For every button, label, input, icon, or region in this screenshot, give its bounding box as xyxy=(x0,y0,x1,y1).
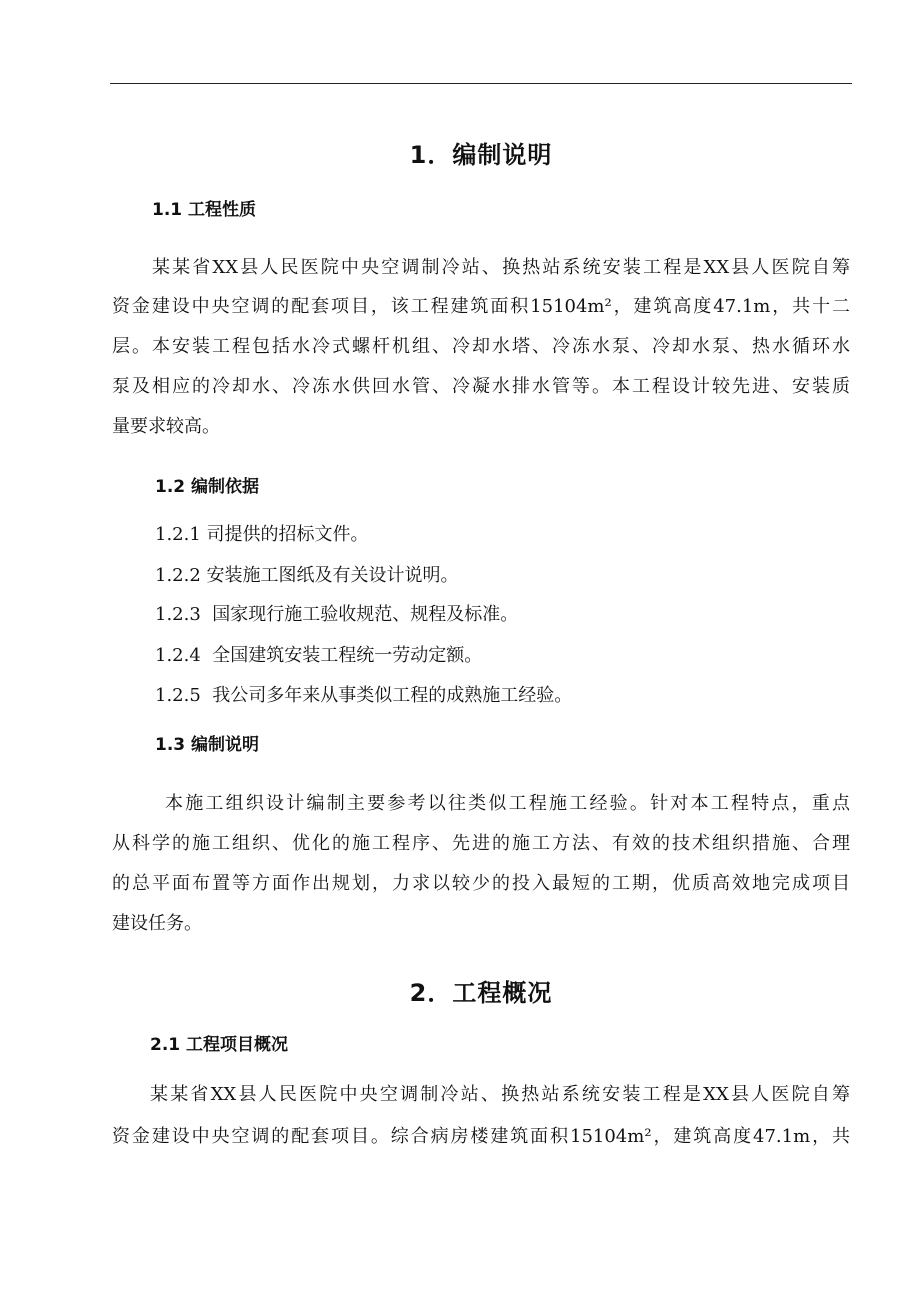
paragraph-line: 某某省XX县人民医院中央空调制冷站、换热站系统安装工程是XX县人医院自筹 xyxy=(152,257,850,278)
list-item: 1.2.3 国家现行施工验收规范、规程及标准。 xyxy=(155,604,519,625)
paragraph-line: 建设任务。 xyxy=(112,913,202,934)
paragraph-line: 的总平面布置等方面作出规划，力求以较少的投入最短的工期，优质高效地完成项目 xyxy=(112,873,850,894)
paragraph-line: 资金建设中央空调的配套项目，该工程建筑面积15104m²，建筑高度47.1m，共十二 xyxy=(112,296,850,317)
paragraph-line: 泵及相应的冷却水、冷冻水供回水管、冷凝水排水管等。本工程设计较先进、安装质 xyxy=(112,376,850,397)
section-1-1-heading: 1.1 工程性质 xyxy=(152,200,257,220)
list-item: 1.2.5 我公司多年来从事类似工程的成熟施工经验。 xyxy=(155,685,573,706)
section-1-2-heading: 1.2 编制依据 xyxy=(155,477,260,497)
paragraph-line: 量要求较高。 xyxy=(112,416,220,437)
paragraph-line: 从科学的施工组织、优化的施工程序、先进的施工方法、有效的技术组织措施、合理 xyxy=(112,833,850,854)
paragraph-line: 某某省XX县人民医院中央空调制冷站、换热站系统安装工程是XX县人医院自筹 xyxy=(150,1084,850,1105)
list-item: 1.2.1 司提供的招标文件。 xyxy=(155,524,369,545)
section-1-title: 1．编制说明 xyxy=(409,141,553,169)
section-2-title: 2．工程概况 xyxy=(409,979,553,1007)
list-item: 1.2.2 安装施工图纸及有关设计说明。 xyxy=(155,565,459,586)
section-2-1-heading: 2.1 工程项目概况 xyxy=(150,1035,289,1055)
paragraph-line: 本施工组织设计编制主要参考以往类似工程施工经验。针对本工程特点，重点 xyxy=(165,793,850,814)
header-rule xyxy=(110,83,852,84)
paragraph-line: 资金建设中央空调的配套项目。综合病房楼建筑面积15104m²，建筑高度47.1m，共 xyxy=(112,1126,850,1147)
list-item: 1.2.4 全国建筑安装工程统一劳动定额。 xyxy=(155,645,483,666)
section-1-3-heading: 1.3 编制说明 xyxy=(155,735,260,755)
paragraph-line: 层。本安装工程包括水冷式螺杆机组、冷却水塔、冷冻水泵、冷却水泵、热水循环水 xyxy=(112,336,850,357)
